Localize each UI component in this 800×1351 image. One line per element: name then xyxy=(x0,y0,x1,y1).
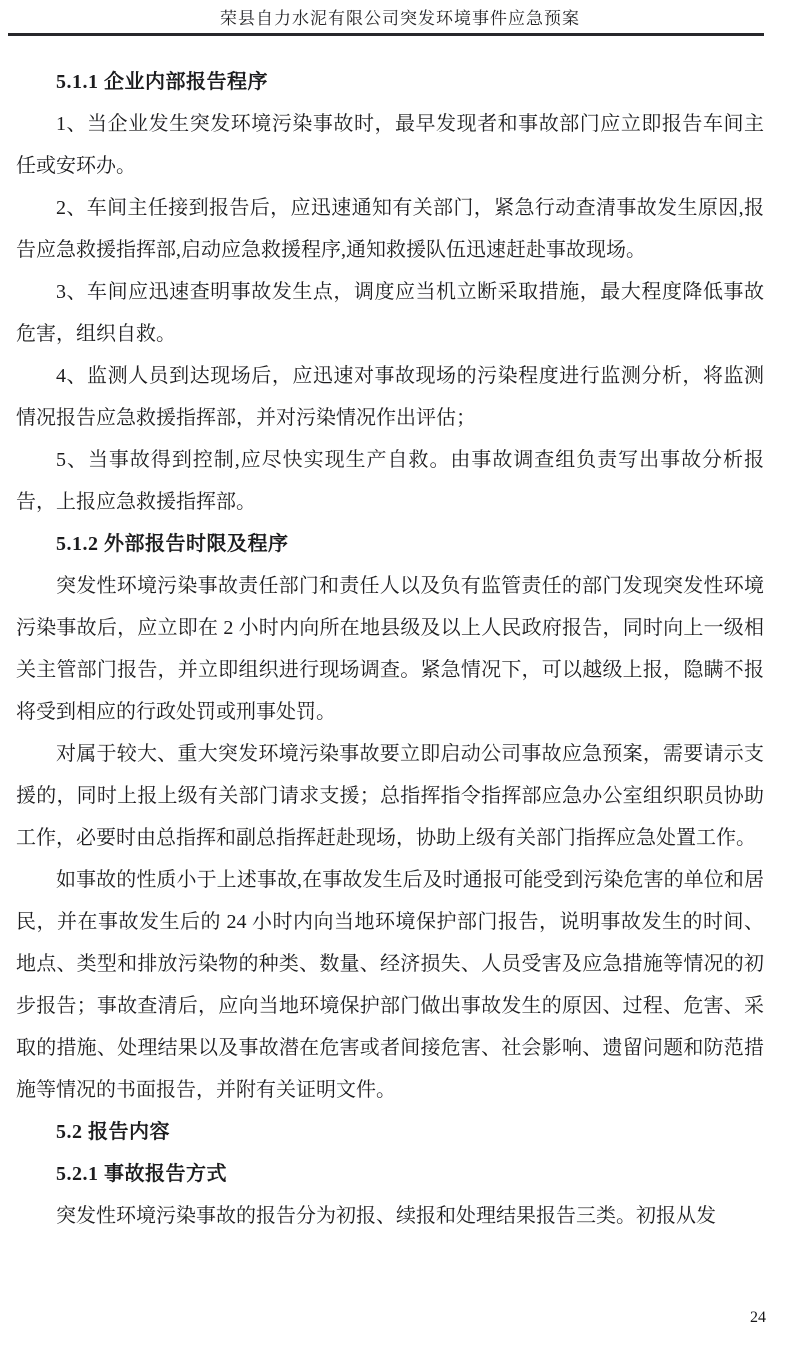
paragraph: 突发性环境污染事故责任部门和责任人以及负有监管责任的部门发现突发性环境污染事故后，应立即在 2 小时内向所在地县级及以上人民政府报告，同时向上一级相关主管部门报告，并立即组织进行现场调查。紧急情况下，可以越级上报，隐瞒不报将受到相应的行政处罚或刑事处罚。 xyxy=(16,575,764,723)
section-heading: 5.2.1 事故报告方式 xyxy=(56,1163,227,1185)
paragraph: 4、监测人员到达现场后，应迅速对事故现场的污染程度进行监测分析，将监测情况报告应急救援指挥部，并对污染情况作出评估； xyxy=(16,365,764,429)
section-heading: 5.1.2 外部报告时限及程序 xyxy=(56,533,289,555)
page-number: 24 xyxy=(750,1309,766,1326)
paragraph: 5、当事故得到控制,应尽快实现生产自救。由事故调查组负责写出事故分析报告，上报应急救援指挥部。 xyxy=(16,449,764,513)
paragraph: 突发性环境污染事故的报告分为初报、续报和处理结果报告三类。初报从发 xyxy=(56,1205,716,1227)
paragraph: 2、车间主任接到报告后，应迅速通知有关部门，紧急行动查清事故发生原因,报告应急救援指挥部,启动应急救援程序,通知救援队伍迅速赶赴事故现场。 xyxy=(16,197,764,261)
running-header: 荣县自力水泥有限公司突发环境事件应急预案 xyxy=(220,9,580,28)
paragraph: 3、车间应迅速查明事故发生点，调度应当机立断采取措施，最大程度降低事故危害，组织自救。 xyxy=(16,281,764,345)
paragraph: 1、当企业发生突发环境污染事故时，最早发现者和事故部门应立即报告车间主任或安环办。 xyxy=(16,113,764,177)
section-heading: 5.1.1 企业内部报告程序 xyxy=(56,71,268,93)
document-body xyxy=(16,61,764,1237)
section-heading: 5.2 报告内容 xyxy=(56,1121,170,1143)
header-rule xyxy=(8,33,764,36)
paragraph: 如事故的性质小于上述事故,在事故发生后及时通报可能受到污染危害的单位和居民，并在事故发生后的 24 小时内向当地环境保护部门报告，说明事故发生的时间、地点、类型和排放污染物的种类、数量、经济损失、人员受害及应急措施等情况的初步报告；事故查清后，应向当地环境保护部门做出事故发生的原因、过程、危害、采取的措施、处理结果以及事故潜在危害或者间接危害、社会影响、遗留问题和防范措施等情况的书面报告，并附有关证明文件。 xyxy=(16,869,764,1101)
paragraph: 对属于较大、重大突发环境污染事故要立即启动公司事故应急预案，需要请示支援的，同时上报上级有关部门请求支援；总指挥指令指挥部应急办公室组织职员协助工作，必要时由总指挥和副总指挥赶赴现场，协助上级有关部门指挥应急处置工作。 xyxy=(16,743,764,849)
